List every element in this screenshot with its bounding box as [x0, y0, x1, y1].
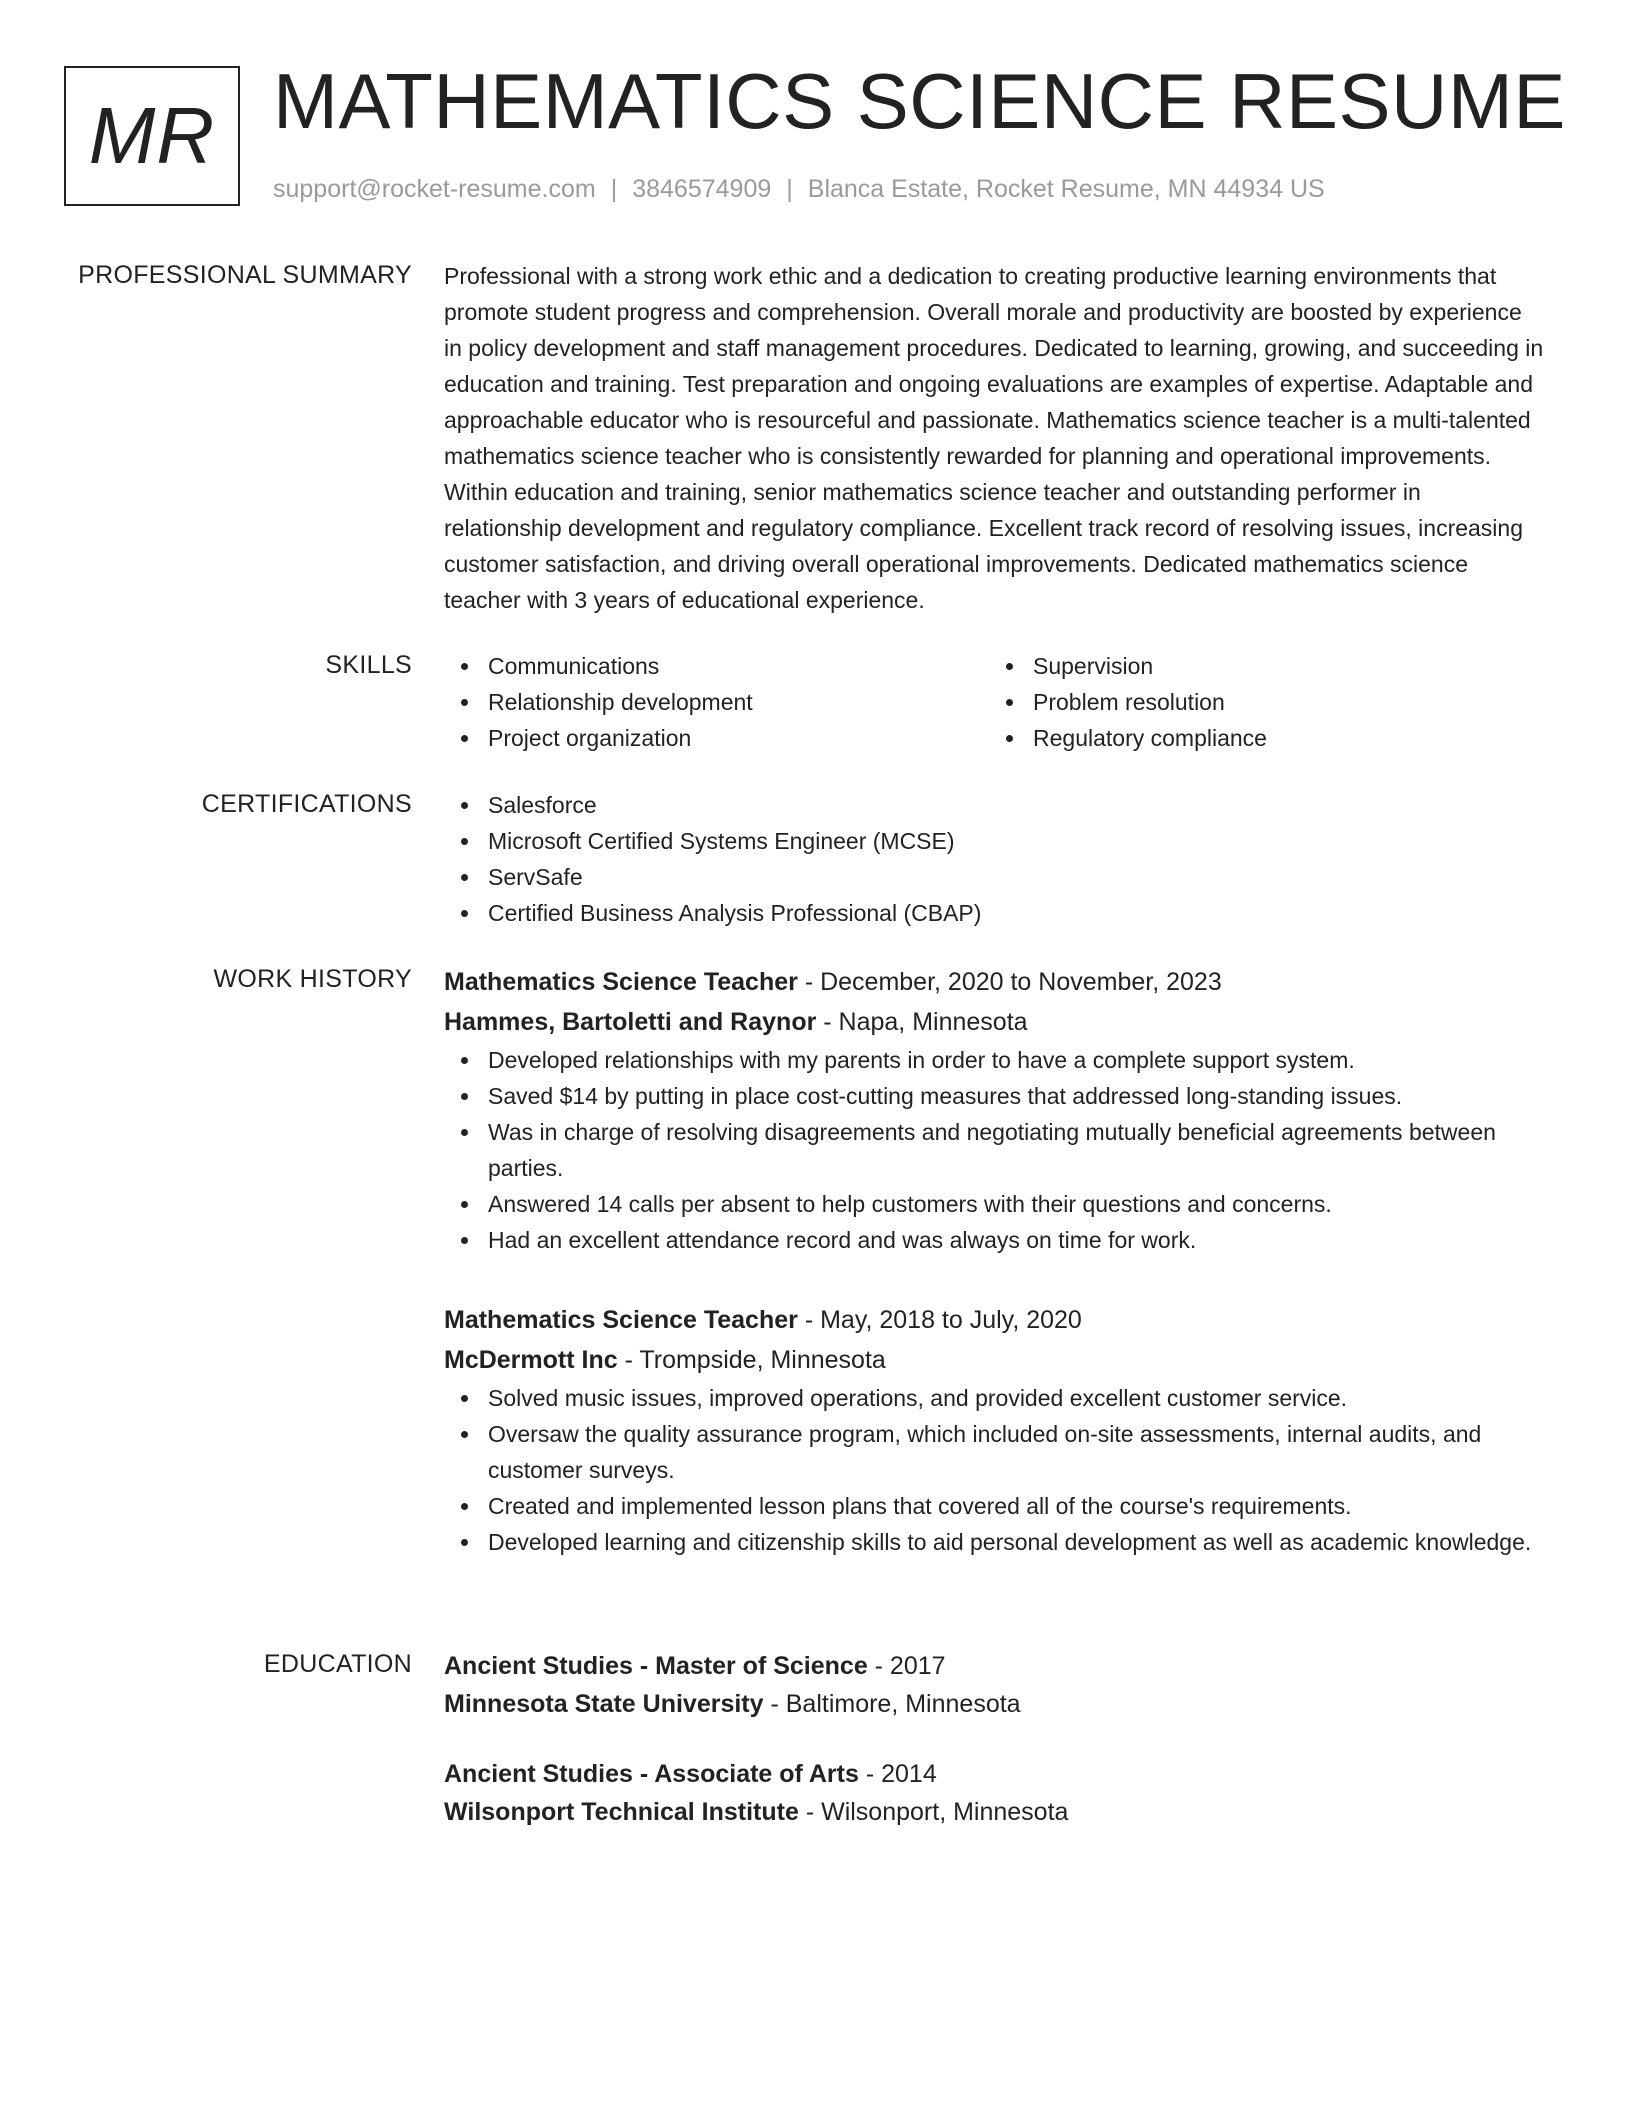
- job-duty: Had an excellent attendance record and was always on time for work.: [444, 1222, 1544, 1258]
- skills-list-right: [989, 648, 1534, 756]
- certifications-body: [444, 787, 1544, 931]
- job-duties-list: [444, 1380, 1544, 1560]
- summary-text: Professional with a strong work ethic and a dedication to creating productive learning environments that promote student progress and comprehension. Overall morale and productivity are boosted by experience in policy development and staff management procedures. Dedicated to learning, growing, and succeeding in education and training. Test preparation and ongoing evaluations are examples of expertise. Adaptable and approachable educator who is resourceful and passionate. Mathematics science teacher is a multi-talented mathematics science teacher who is consistently rewarded for planning and operational improvements. Within education and training, senior mathematics science teacher and outstanding performer in relationship development and regulatory compliance. Excellent track record of resolving issues, increasing customer satisfaction, and driving overall operational improvements. Dedicated mathematics science teacher with 3 years of educational experience.: [444, 263, 1544, 613]
- skill-item: Project organization: [444, 720, 989, 756]
- contact-email[interactable]: support@rocket-resume.com: [273, 175, 596, 203]
- job-duty: Saved $14 by putting in place cost-cutting measures that addressed long-standing issues.: [444, 1078, 1544, 1114]
- monogram-initials: MR: [88, 91, 216, 180]
- skill-item: Relationship development: [444, 684, 989, 720]
- education-body: [444, 1647, 1544, 1826]
- skills-grid: [444, 648, 1544, 756]
- job-duty: Oversaw the quality assurance program, which included on-site assessments, internal audits, and customer surveys.: [444, 1416, 1544, 1488]
- job-entry: [444, 962, 1544, 1258]
- education-year: - 2017: [867, 1652, 946, 1680]
- summary-body: [444, 258, 1544, 618]
- job-duties-list: [444, 1042, 1544, 1258]
- certifications-list: [444, 787, 1544, 931]
- education-degree: Ancient Studies - Associate of Arts: [444, 1760, 859, 1788]
- job-duty: Developed learning and citizenship skills to aid personal development as well as academic knowledge.: [444, 1524, 1544, 1560]
- job-duty: Created and implemented lesson plans that covered all of the course's requirements.: [444, 1488, 1544, 1524]
- certification-item: Certified Business Analysis Professional (CBAP): [444, 895, 1544, 931]
- education-school-line: [444, 1685, 1544, 1723]
- skill-item: Communications: [444, 648, 989, 684]
- monogram-logo: [64, 66, 240, 206]
- education-location: - Baltimore, Minnesota: [763, 1690, 1021, 1718]
- skills-list-left: [444, 648, 989, 756]
- job-duty: Was in charge of resolving disagreements and negotiating mutually beneficial agreements between parties.: [444, 1114, 1544, 1186]
- education-school: Minnesota State University: [444, 1690, 764, 1718]
- skills-body: [444, 648, 1544, 756]
- skill-item: Problem resolution: [989, 684, 1534, 720]
- job-entry: [444, 1300, 1544, 1560]
- job-company: Hammes, Bartoletti and Raynor: [444, 1008, 817, 1036]
- contact-line: [273, 172, 1325, 206]
- job-duty: Answered 14 calls per absent to help customers with their questions and concerns.: [444, 1186, 1544, 1222]
- education-location: - Wilsonport, Minnesota: [798, 1798, 1069, 1826]
- skill-item: Regulatory compliance: [989, 720, 1534, 756]
- education-entry: [444, 1755, 1544, 1831]
- job-location: - Trompside, Minnesota: [617, 1346, 886, 1374]
- contact-phone[interactable]: 3846574909: [632, 175, 772, 203]
- certification-item: ServSafe: [444, 859, 1544, 895]
- job-dates: - December, 2020 to November, 2023: [797, 968, 1222, 996]
- education-school: Wilsonport Technical Institute: [444, 1798, 799, 1826]
- certification-item: Salesforce: [444, 787, 1544, 823]
- job-title-line: [444, 1300, 1544, 1340]
- section-label-skills: SKILLS: [325, 651, 412, 679]
- job-duty: Developed relationships with my parents in order to have a complete support system.: [444, 1042, 1544, 1078]
- job-company-line: [444, 1002, 1544, 1042]
- section-label-summary: PROFESSIONAL SUMMARY: [78, 261, 412, 289]
- job-title-line: [444, 962, 1544, 1002]
- education-degree: Ancient Studies - Master of Science: [444, 1652, 868, 1680]
- certification-item: Microsoft Certified Systems Engineer (MCSE): [444, 823, 1544, 859]
- job-company-line: [444, 1340, 1544, 1380]
- section-label-work-history: WORK HISTORY: [213, 965, 412, 993]
- contact-separator: |: [786, 175, 793, 203]
- job-duty: Solved music issues, improved operations, and provided excellent customer service.: [444, 1380, 1544, 1416]
- section-label-certifications: CERTIFICATIONS: [201, 790, 412, 818]
- education-year: - 2014: [858, 1760, 937, 1788]
- skill-item: Supervision: [989, 648, 1534, 684]
- contact-separator: |: [610, 175, 618, 203]
- contact-address: Blanca Estate, Rocket Resume, MN 44934 US: [807, 175, 1325, 203]
- job-location: - Napa, Minnesota: [816, 1008, 1028, 1036]
- education-entry: [444, 1647, 1544, 1723]
- resume-title: MATHEMATICS SCIENCE RESUME: [273, 57, 1566, 145]
- job-title: Mathematics Science Teacher: [444, 1306, 798, 1334]
- education-school-line: [444, 1793, 1544, 1831]
- work-history-body: [444, 962, 1544, 1555]
- education-degree-line: [444, 1755, 1544, 1793]
- job-company: McDermott Inc: [444, 1346, 618, 1374]
- job-dates: - May, 2018 to July, 2020: [797, 1306, 1082, 1334]
- education-degree-line: [444, 1647, 1544, 1685]
- job-title: Mathematics Science Teacher: [444, 968, 798, 996]
- section-label-education: EDUCATION: [263, 1650, 412, 1678]
